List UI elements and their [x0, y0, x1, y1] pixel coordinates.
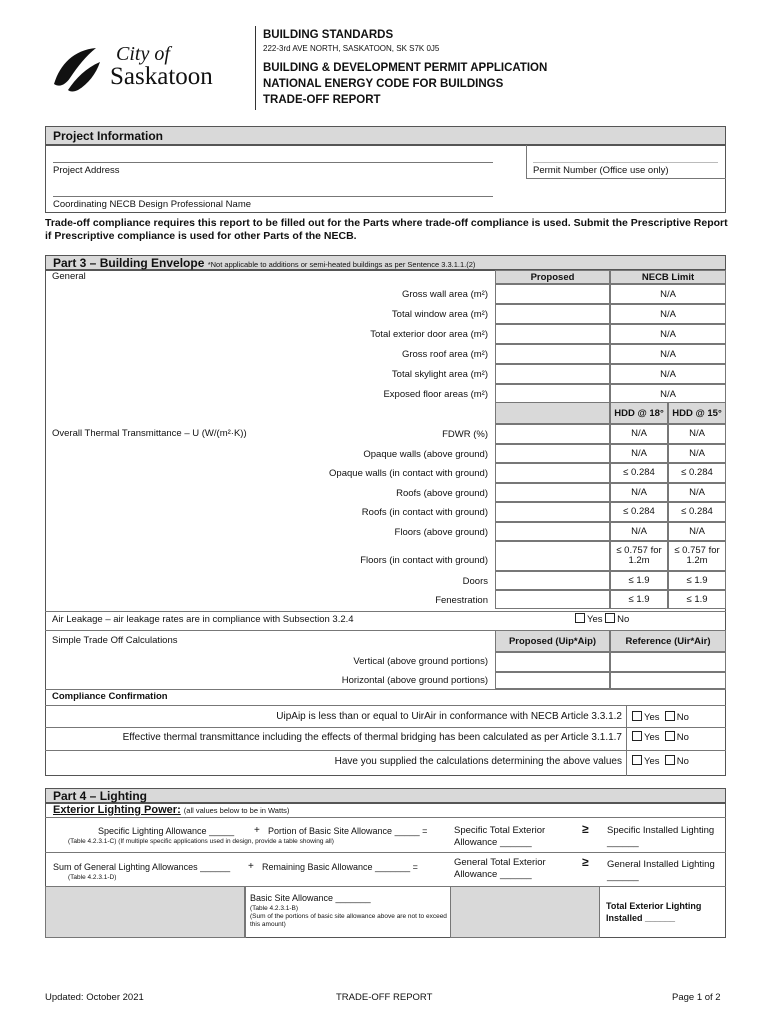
department-address: 222-3rd AVE NORTH, SASKATOON, SK S7K 0J5 [263, 44, 440, 53]
project-info-title: Project Information [53, 129, 164, 143]
air-leakage-no-checkbox[interactable] [605, 613, 615, 623]
u-proposed-field[interactable] [495, 502, 610, 522]
area-proposed-field[interactable] [495, 344, 610, 364]
air-leakage-label: Air Leakage – air leakage rates are in compliance with Subsection 3.2.4 [52, 614, 354, 625]
hdd18-limit-value: N/A [610, 444, 668, 463]
compliance3-yes-checkbox[interactable] [632, 755, 642, 765]
ge-sign: ≥ [582, 822, 589, 836]
compliance-row: Effective thermal transmittance including the effects of thermal bridging has been calculated as per Article 3.1.1.7 [122, 732, 622, 743]
u-proposed-field[interactable] [495, 463, 610, 483]
intro-paragraph: Trade-off compliance requires this report to be filled out for the Parts where trade-off compliance is used. Submit the Prescriptive Report if Prescriptive compliance is used for other Parts of the NECB. [45, 217, 728, 242]
permit-number-label: Permit Number (Office use only) [533, 165, 669, 176]
ext-lighting-note: (all values below to be in Watts) [183, 806, 290, 815]
vertical-proposed-field[interactable] [495, 652, 610, 672]
general-label: General [52, 271, 86, 282]
hdd18-limit-value: ≤ 0.284 [610, 502, 668, 522]
ge-sign: ≥ [582, 855, 589, 869]
u-row-label: Doors [462, 576, 488, 587]
yes-label: Yes [644, 712, 660, 723]
air-leakage-yes-checkbox[interactable] [575, 613, 585, 623]
u-row-label: Opaque walls (above ground) [363, 449, 488, 460]
col-proposed-header: Proposed [495, 270, 610, 284]
area-limit-value: N/A [610, 324, 726, 344]
compliance3-no-checkbox[interactable] [665, 755, 675, 765]
row-divider [45, 852, 726, 853]
col-limit-header: NECB Limit [610, 270, 726, 284]
u-value-label: Overall Thermal Transmittance – U (W/(m²·K)) [52, 428, 247, 439]
part4-title: Part 4 – Lighting [53, 789, 148, 803]
u-proposed-field[interactable] [495, 483, 610, 502]
sum-general-allowance: Sum of General Lighting Allowances ______ [53, 862, 231, 872]
hdd-spacer [495, 402, 610, 424]
basic-site-allowance: Basic Site Allowance _______ [250, 893, 371, 903]
hdd15-limit-value: ≤ 1.9 [668, 590, 726, 609]
blank-cell [450, 886, 600, 938]
area-row-label: Total exterior door area (m²) [370, 329, 488, 340]
u-proposed-field[interactable] [495, 444, 610, 463]
no-label: No [676, 732, 689, 743]
hdd18-header: HDD @ 18° [610, 402, 668, 424]
u-proposed-field[interactable] [495, 424, 610, 444]
compliance-row: UipAip is less than or equal to UirAir in conformance with NECB Article 3.3.1.2 [276, 711, 622, 722]
footer-title: TRADE-OFF REPORT [336, 992, 433, 1003]
part3-title [53, 256, 475, 270]
proposed-calc-header: Proposed (Uip*Aip) [495, 630, 610, 652]
remaining-site-allowance: Remaining Basic Allowance _______ = [262, 862, 418, 872]
vertical-reference-field[interactable] [610, 652, 726, 672]
simple-tradeoff-label: Simple Trade Off Calculations [52, 635, 178, 646]
row-divider [45, 689, 726, 690]
project-address-label: Project Address [53, 165, 120, 176]
area-limit-value: N/A [610, 384, 726, 404]
area-limit-value: N/A [610, 344, 726, 364]
hdd15-limit-value: ≤ 1.9 [668, 571, 726, 590]
u-proposed-field[interactable] [495, 590, 610, 609]
form-title-line: NATIONAL ENERGY CODE FOR BUILDINGS [263, 78, 504, 90]
logo-city-text: City of [116, 43, 170, 65]
part4-header [45, 788, 726, 803]
area-limit-value: N/A [610, 304, 726, 324]
no-label: No [676, 756, 689, 767]
area-row-label: Gross roof area (m²) [401, 349, 488, 360]
general-total: General Total Exterior Allowance ______ [454, 857, 546, 880]
compliance-choice [632, 731, 689, 743]
area-proposed-field[interactable] [495, 324, 610, 344]
compliance2-no-checkbox[interactable] [665, 731, 675, 741]
design-professional-field[interactable] [53, 196, 493, 197]
u-row-label: Floors (in contact with ground) [360, 555, 488, 566]
row-divider [45, 817, 726, 818]
row-divider [45, 750, 726, 751]
compliance-title: Compliance Confirmation [52, 691, 168, 702]
no-label: No [676, 712, 689, 723]
project-info-divider [526, 145, 527, 178]
city-logo-icon [50, 44, 104, 94]
hdd15-limit-value: N/A [668, 444, 726, 463]
compliance-choice [632, 711, 689, 723]
part3-title-text: Part 3 – Building Envelope [53, 256, 205, 270]
u-row-label: Roofs (above ground) [396, 488, 488, 499]
u-row-label: Fenestration [435, 595, 488, 606]
plus-sign: + [248, 861, 254, 872]
form-title-line: TRADE-OFF REPORT [263, 94, 381, 106]
hdd15-limit-value: ≤ 0.757 for 1.2m [668, 541, 726, 571]
project-address-field[interactable] [53, 162, 493, 163]
general-note: (Table 4.2.3.1-D) [68, 874, 117, 881]
yes-label: Yes [644, 732, 660, 743]
footer-page: Page 1 of 2 [672, 992, 721, 1003]
area-proposed-field[interactable] [495, 384, 610, 404]
logo-name-text: Saskatoon [110, 63, 213, 90]
yes-label: Yes [587, 614, 603, 625]
project-info-divider [526, 178, 726, 179]
u-row-label: Roofs (in contact with ground) [361, 507, 488, 518]
hdd15-limit-value: N/A [668, 522, 726, 541]
air-leakage-choice [575, 613, 629, 625]
u-proposed-field[interactable] [495, 571, 610, 590]
specific-allowance: Specific Lighting Allowance _____ [98, 826, 235, 836]
form-title [263, 60, 547, 108]
basic-site-subnote: (Sum of the portions of basic site allowance above are not to exceed this amount) [250, 913, 447, 928]
area-proposed-field[interactable] [495, 364, 610, 384]
hdd18-limit-value: N/A [610, 424, 668, 444]
u-proposed-field[interactable] [495, 522, 610, 541]
footer-updated: Updated: October 2021 [45, 992, 144, 1003]
portion-site-allowance: Portion of Basic Site Allowance _____ = [268, 826, 428, 836]
row-divider [45, 727, 726, 728]
yes-label: Yes [644, 756, 660, 767]
department-name: BUILDING STANDARDS [263, 29, 394, 41]
general-installed: General Installed Lighting ______ [607, 859, 715, 882]
hdd15-limit-value: N/A [668, 424, 726, 444]
compliance1-yes-checkbox[interactable] [632, 711, 642, 721]
compliance2-yes-checkbox[interactable] [632, 731, 642, 741]
compliance-divider [626, 705, 627, 776]
area-row-label: Gross wall area (m²) [401, 289, 488, 300]
row-divider [45, 705, 726, 706]
hdd18-limit-value: ≤ 0.284 [610, 463, 668, 483]
hdd18-limit-value: ≤ 1.9 [610, 571, 668, 590]
hdd18-limit-value: N/A [610, 483, 668, 502]
hdd15-limit-value: ≤ 0.284 [668, 463, 726, 483]
blank-cell [45, 886, 245, 938]
hdd15-limit-value: N/A [668, 483, 726, 502]
hdd15-limit-value: ≤ 0.284 [668, 502, 726, 522]
specific-note: (Table 4.2.3.1-C) (If multiple specific applications used in design, provide a table showing all) [68, 838, 334, 845]
u-proposed-field[interactable] [495, 541, 610, 571]
part3-note: *Not applicable to additions or semi-heated buildings as per Sentence 3.3.1.1.(2) [207, 260, 476, 269]
horizontal-reference-field[interactable] [610, 672, 726, 689]
u-row-label: Opaque walls (in contact with ground) [329, 468, 488, 479]
vertical-label: Vertical (above ground portions) [353, 656, 488, 667]
compliance1-no-checkbox[interactable] [665, 711, 675, 721]
total-installed: Total Exterior Lighting Installed ______ [606, 901, 702, 923]
plus-sign: + [254, 825, 260, 836]
area-limit-value: N/A [610, 284, 726, 304]
ext-lighting-heading [53, 804, 289, 816]
form-title-line: BUILDING & DEVELOPMENT PERMIT APPLICATION [263, 62, 548, 74]
cell-divider [245, 886, 246, 938]
compliance-row: Have you supplied the calculations determining the above values [334, 756, 622, 767]
area-proposed-field[interactable] [495, 284, 610, 304]
row-divider [45, 611, 726, 612]
area-proposed-field[interactable] [495, 304, 610, 324]
permit-number-field [533, 162, 718, 163]
hdd18-limit-value: ≤ 1.9 [610, 590, 668, 609]
reference-calc-header: Reference (Uir*Air) [610, 630, 726, 652]
horizontal-proposed-field[interactable] [495, 672, 610, 689]
ext-lighting-title: Exterior Lighting Power: [53, 804, 181, 816]
u-row-label: Floors (above ground) [394, 527, 488, 538]
basic-site-note: (Table 4.2.3.1-B) [250, 905, 299, 912]
area-limit-value: N/A [610, 364, 726, 384]
no-label: No [617, 614, 630, 625]
u-row-label: FDWR (%) [442, 429, 488, 440]
area-row-label: Exposed floor areas (m²) [383, 389, 488, 400]
hdd18-limit-value: ≤ 0.757 for 1.2m [610, 541, 668, 571]
horizontal-label: Horizontal (above ground portions) [341, 675, 488, 686]
design-professional-label: Coordinating NECB Design Professional Name [53, 199, 252, 210]
area-row-label: Total skylight area (m²) [391, 369, 488, 380]
hdd18-limit-value: N/A [610, 522, 668, 541]
specific-total: Specific Total Exterior Allowance ______ [454, 825, 546, 848]
area-row-label: Total window area (m²) [391, 309, 488, 320]
hdd15-header: HDD @ 15° [668, 402, 726, 424]
specific-installed: Specific Installed Lighting ______ [607, 825, 715, 848]
compliance-choice [632, 755, 689, 767]
header-divider [255, 26, 256, 110]
